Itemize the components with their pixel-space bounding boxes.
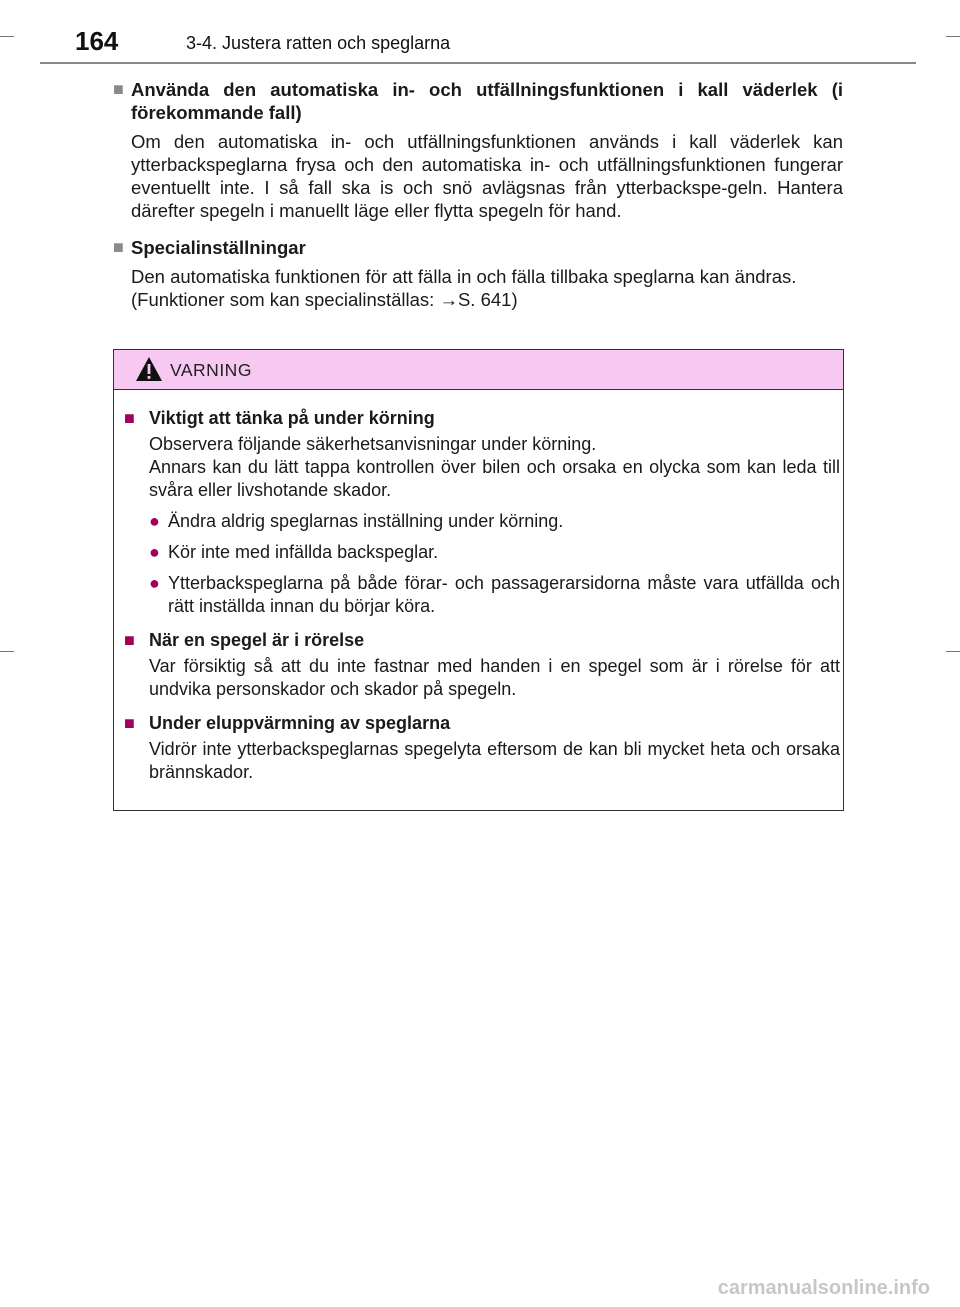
bullet-dot-icon: ● [149, 573, 160, 593]
list-item: ● Ytterbackspeglarna på både förar- och passagerarsidorna måste vara utfällda och rätt inställda innan du börjar köra. [149, 573, 840, 616]
page-header [0, 0, 960, 60]
section-body: Den automatiska funktionen för att fälla in och fälla tillbaka speglarna kan ändras. (Funktioner som kan specialinställas: →S. 641) [131, 265, 843, 311]
square-bullet-icon: ■ [124, 408, 135, 428]
section-custom-settings [113, 236, 843, 311]
warning-header [114, 350, 843, 390]
bullet-dot-icon: ● [149, 542, 160, 562]
warning-box [113, 349, 844, 811]
warning-triangle-icon [135, 356, 163, 382]
warning-section-driving [124, 407, 840, 618]
warning-section-body: Var försiktig så att du inte fastnar med handen i en spegel som är i rörelse för att undvika personskador och skador på spegeln. [149, 656, 840, 699]
warning-title: VARNING [170, 360, 252, 380]
warning-section-heading: ■ När en spegel är i rörelse [124, 630, 365, 650]
square-bullet-icon: ■ [113, 79, 124, 99]
page-number: 164 [75, 26, 119, 56]
crop-mark [946, 651, 960, 652]
warning-section-heading: ■ Under eluppvärmning av speglarna [124, 713, 451, 733]
crop-mark [0, 651, 14, 652]
watermark: carmanualsonline.info [717, 1277, 930, 1299]
square-bullet-icon: ■ [124, 630, 135, 650]
warning-section-moving-mirror [124, 629, 840, 701]
header-rule [40, 62, 916, 64]
section-heading: ■ Använda den automatiska in- och utfällningsfunktionen i kall väderlek (i förekommande fall) [113, 79, 843, 123]
warning-section-body: Vidrör inte ytterbackspeglarnas spegelyta eftersom de kan bli mycket heta och orsaka brännskador. [149, 739, 840, 782]
square-bullet-icon: ■ [124, 713, 135, 733]
warning-section-heading: ■ Viktigt att tänka på under körning [124, 408, 435, 428]
chapter-title: 3-4. Justera ratten och speglarna [186, 33, 451, 53]
section-body: Om den automatiska in- och utfällningsfunktionen används i kall väderlek kan ytterbackspeglarna frysa och den automatiska in- och utfällningsfunktionen fungerar eventuellt inte. I så fall ska is och snö avlägsnas från ytterbackspe-geln. Hantera därefter spegeln i manuellt läge eller flytta spegeln för hand. [131, 131, 843, 221]
section-heading: ■ Specialinställningar [113, 237, 306, 258]
warning-section-heating [124, 712, 840, 784]
page-reference: (Funktioner som kan specialinställas: →S. 641) [131, 289, 518, 310]
section-cold-weather [113, 78, 843, 222]
list-item: ● Kör inte med infällda backspeglar. [149, 542, 439, 562]
list-item: ● Ändra aldrig speglarnas inställning under körning. [149, 511, 564, 531]
bullet-dot-icon: ● [149, 511, 160, 531]
warning-section-body: Observera följande säkerhetsanvisningar under körning. Annars kan du lätt tappa kontrollen över bilen och orsaka en olycka som kan leda till svåra eller livshotande skador. [149, 434, 840, 500]
square-bullet-icon: ■ [113, 237, 124, 257]
